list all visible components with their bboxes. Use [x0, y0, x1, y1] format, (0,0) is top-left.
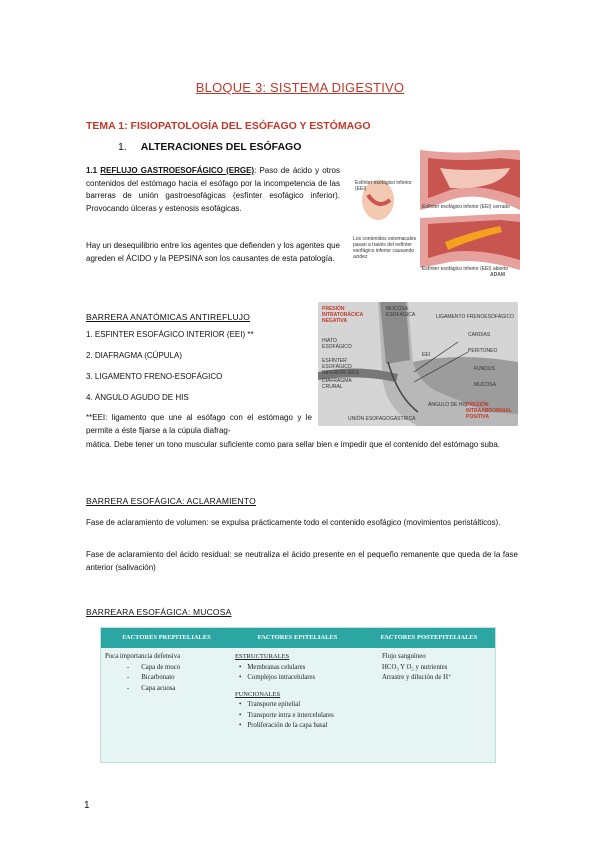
aclaramiento-heading: BARRERA ESOFÁGICA: ACLARAMIENTO: [86, 496, 256, 506]
pre-item: - Capa de moco: [105, 663, 229, 674]
section-title: ALTERACIONES DEL ESÓFAGO: [140, 141, 302, 153]
antireflux-anatomy-diagram: [318, 302, 518, 426]
mucosa-heading: BARREARA ESOFÁGICA: MUCOSA: [86, 607, 232, 617]
label-presion-positiva: PRESIÓN INTRAABDOMINAL POSITIVA: [466, 402, 512, 420]
eei-note: **EEI: ligamento que une al esófago con el estómago y le permite a éste fijarse a la cúpula diafrag-: [86, 413, 312, 435]
page-number: 1: [84, 800, 90, 811]
esophageal-sphincter-illustration: [350, 150, 520, 278]
label-contenidos: Los contenidos estomacales pasan a través del esfínter esofágico inferior causando acidez: [353, 236, 417, 260]
mucosa-factors-table: [100, 627, 496, 763]
section-number: 1.: [118, 141, 127, 153]
erge-paragraph-2: Hay un desequilibrio entre los agentes que defienden y los agentes que agreden el ÁCIDO y la PEPSINA son los causantes de esta patología.: [86, 241, 340, 263]
post-item: Arrastre y dilución de H⁺: [382, 674, 452, 681]
document-title: BLOQUE 3: SISTEMA DIGESTIVO: [195, 80, 405, 95]
label-peritoneo: PERITONEO: [468, 348, 498, 354]
label-mucosa-esofagica: MUCOSA ESOFÁGICA: [386, 306, 416, 318]
erge-paragraph: [86, 165, 340, 215]
label-ligamento: LIGAMENTO FRENOESOFÁGICO: [436, 314, 514, 320]
label-angulo-his: ÁNGULO DE HIS: [428, 402, 468, 408]
section-heading: [118, 141, 301, 153]
label-esfinter: ESFÍNTER ESOFÁGICO INFERIOR (EEI): [322, 358, 359, 376]
barrera-antireflujo-heading: BARRERA ANATÓMICAS ANTIREFLUJO: [86, 312, 251, 322]
erge-number: 1.1: [86, 166, 98, 175]
label-eei: Esfínter esofágico inferior (EEI): [355, 180, 412, 192]
header-epiteliales: FACTORES EPITELIALES: [257, 634, 338, 641]
eei-note-continued: mática. Debe tener un tono muscular suficiente como para sellar bien e impedir que el contenido del estómago suba.: [86, 440, 501, 449]
label-hiato: HIATO ESOFÁGICO: [322, 338, 352, 350]
label-union: UNIÓN ESOFAGOGÁSTRICA: [348, 416, 416, 422]
epi-estructurales-title: ESTRUCTURALES: [235, 653, 290, 660]
header-postepiteliales: FACTORES POSTEPITELIALES: [380, 634, 478, 641]
erge-text: : Paso de ácido y otros contenidos del estómago hacia el esófago por la incompetencia de las barreras de unión gastroesofágicas (esfínter esofágico inferior). Provocando úlceras y estenosis esofágicas.: [86, 166, 340, 213]
label-presion-negativa: PRESIÓN INTRATORÁCICA NEGATIVA: [322, 306, 364, 324]
epi-item: • Membranas celulares: [235, 663, 361, 674]
aclaramiento-acido: Fase de aclaramiento del ácido residual: se neutraliza el ácido presente en el pequeño remanente que queda de la fase anterior (salivación): [86, 550, 518, 572]
erge-heading: REFLUJO GASTROESOFÁGICO (ERGE): [100, 166, 255, 175]
epi-funcionales-title: FUNCIONALES: [235, 690, 281, 698]
epi-item: • Transporte intra e intercelulares: [235, 711, 361, 722]
adam-logo: ADAM: [490, 272, 505, 278]
pre-intro: Poca importancia defensiva: [105, 653, 181, 660]
label-fundus: FUNDUS: [474, 366, 495, 372]
aclaramiento-volumen: Fase de aclaramiento de volumen: se expulsa prácticamente todo el contenido esofágico (movimientos peristálticos).: [86, 518, 501, 527]
post-item: Flujo sanguíneo: [382, 653, 426, 660]
col-prepiteliales: [105, 652, 229, 694]
barrera-item-3: 3. LIGAMENTO FRENO-ESOFÁGICO: [86, 372, 223, 381]
topic-heading: TEMA 1: FISIOPATOLOGÍA DEL ESÓFAGO Y ESTÓMAGO: [86, 120, 371, 132]
post-item: HCO₃ Y O₂ y nutrientes: [382, 663, 448, 671]
label-mucosa: MUCOSA: [474, 382, 496, 388]
epi-item: • Complejos intracelulares: [235, 673, 361, 684]
label-eei-abierto: Esfínter esofágico inferior (EEI) abierto: [422, 266, 509, 272]
label-eei-cerrado: Esfínter esofágico inferior (EEI) cerrado: [422, 204, 510, 210]
barrera-item-4: 4. ÁNGULO AGUDO DE HIS: [86, 393, 189, 402]
col-epiteliales: [235, 652, 361, 732]
epi-item: • Proliferación de la capa basal: [235, 721, 361, 732]
table-header: [101, 628, 495, 648]
barrera-item-1: 1. ESFINTER ESOFÁGICO INTERIOR (EEI) **: [86, 330, 254, 339]
col-postepiteliales: [382, 652, 492, 684]
barrera-item-2: 2. DIAFRAGMA (CÚPULA): [86, 351, 183, 360]
header-prepiteliales: FACTORES PREPITELIALES: [122, 634, 211, 641]
label-diafragma: DIAFRAGMA CRURAL: [322, 378, 352, 390]
pre-item: - Capa acuosa: [105, 684, 229, 695]
pre-item: - Bicarbonato: [105, 673, 229, 684]
label-eei: EEI: [422, 352, 431, 358]
label-cardias: CARDIAS: [468, 332, 491, 338]
epi-item: • Transporte epitelial: [235, 700, 361, 711]
